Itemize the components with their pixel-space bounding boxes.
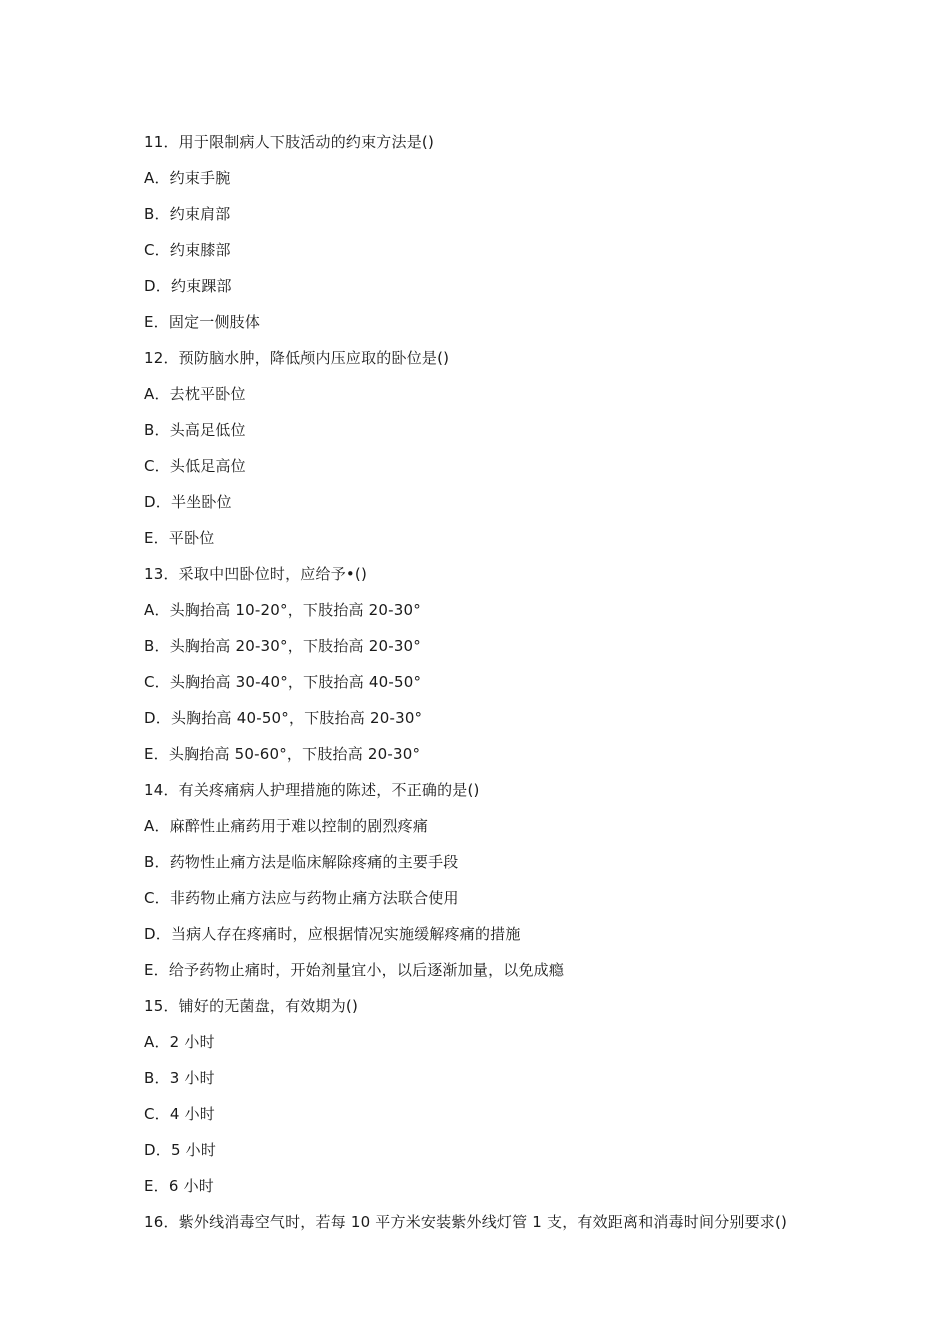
question-15: 15．铺好的无菌盘，有效期为() — [144, 997, 358, 1015]
option-11-d: D．约束踝部 — [144, 277, 232, 295]
option-14-d: D．当病人存在疼痛时，应根据情况实施缓解疼痛的措施 — [144, 925, 521, 943]
option-11-b: B．约束肩部 — [144, 205, 231, 223]
question-16: 16．紫外线消毒空气时，若每 10 平方米安装紫外线灯管 1 支，有效距离和消毒时间分别要求() — [144, 1213, 788, 1231]
option-14-c: C．非药物止痛方法应与药物止痛方法联合使用 — [144, 889, 459, 907]
option-11-a: A．约束手腕 — [144, 169, 231, 187]
option-12-e: E．平卧位 — [144, 529, 215, 547]
option-13-c: C．头胸抬高 30-40°，下肢抬高 40-50° — [144, 673, 422, 691]
option-15-e: E．6 小时 — [144, 1177, 214, 1195]
option-12-d: D．半坐卧位 — [144, 493, 232, 511]
option-15-d: D．5 小时 — [144, 1141, 217, 1159]
question-12: 12．预防脑水肿，降低颅内压应取的卧位是() — [144, 349, 450, 367]
option-11-c: C．约束膝部 — [144, 241, 231, 259]
question-list — [144, 130, 844, 1246]
option-13-b: B．头胸抬高 20-30°，下肢抬高 20-30° — [144, 637, 422, 655]
option-14-a: A．麻醉性止痛药用于难以控制的剧烈疼痛 — [144, 817, 429, 835]
option-15-a: A．2 小时 — [144, 1033, 215, 1051]
option-14-b: B．药物性止痛方法是临床解除疼痛的主要手段 — [144, 853, 459, 871]
question-11: 11．用于限制病人下肢活动的约束方法是() — [144, 133, 434, 151]
option-12-a: A．去枕平卧位 — [144, 385, 246, 403]
option-13-d: D．头胸抬高 40-50°，下肢抬高 20-30° — [144, 709, 423, 727]
question-14: 14．有关疼痛病人护理措施的陈述，不正确的是() — [144, 781, 480, 799]
option-13-e: E．头胸抬高 50-60°，下肢抬高 20-30° — [144, 745, 421, 763]
option-12-c: C．头低足高位 — [144, 457, 246, 475]
option-15-b: B．3 小时 — [144, 1069, 215, 1087]
option-14-e: E．给予药物止痛时，开始剂量宜小，以后逐渐加量，以免成瘾 — [144, 961, 565, 979]
option-11-e: E．固定一侧肢体 — [144, 313, 261, 331]
option-15-c: C．4 小时 — [144, 1105, 215, 1123]
option-12-b: B．头高足低位 — [144, 421, 246, 439]
option-13-a: A．头胸抬高 10-20°，下肢抬高 20-30° — [144, 601, 421, 619]
question-13: 13．采取中凹卧位时，应给予•() — [144, 565, 368, 583]
